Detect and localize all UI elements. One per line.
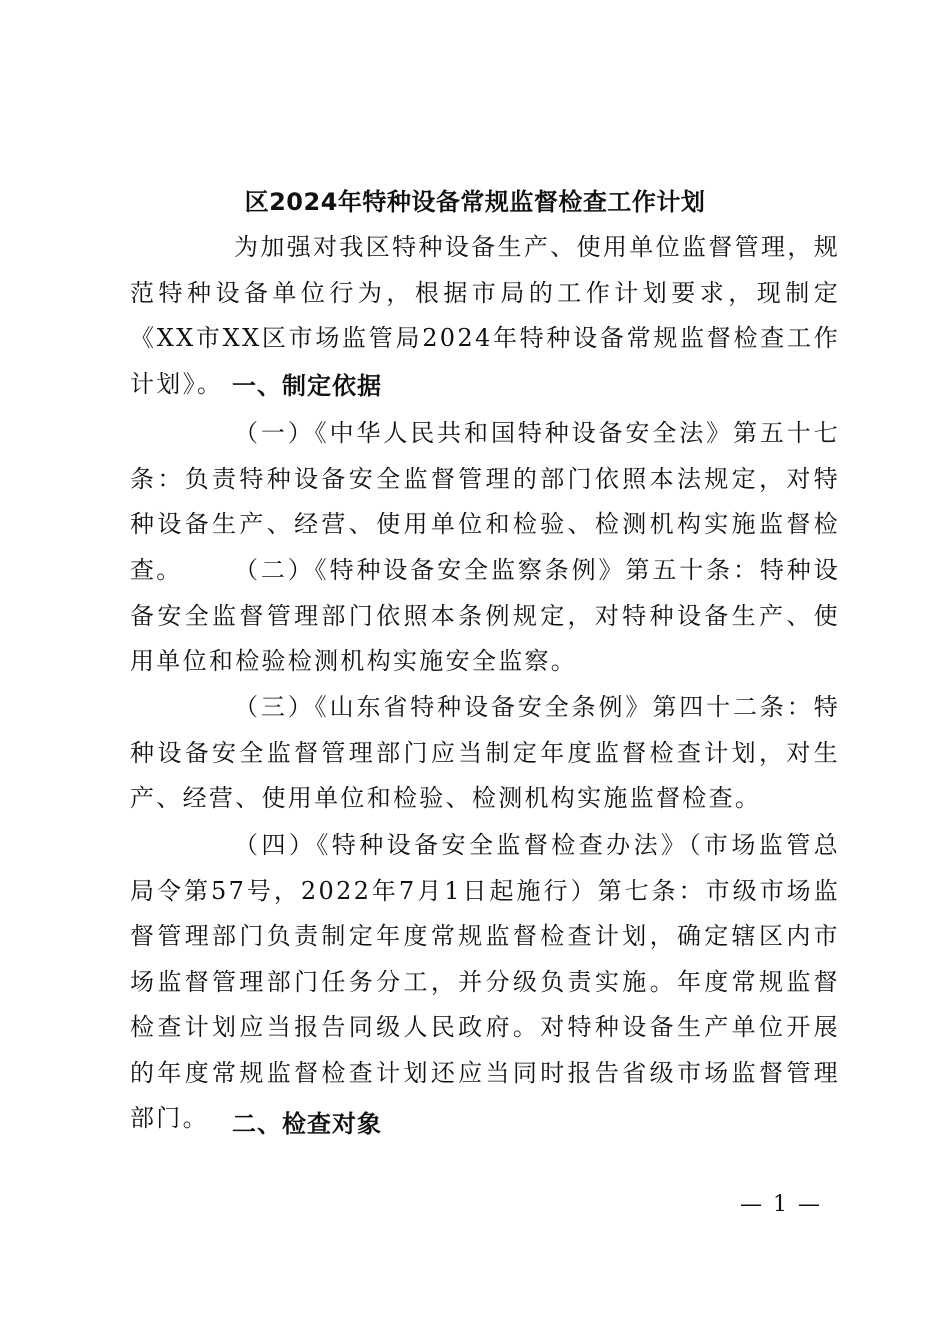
section-heading-basis: 一、制定依据	[232, 372, 382, 400]
intro-paragraph: 为加强对我区特种设备生产、使用单位监督管理，规范特种设备单位行为，根据市局的工作计划要求，现制定《XX市XX区市场监管局2024年特种设备常规监督检查工作计划》。	[130, 233, 840, 398]
basis-item-4: （四）《特种设备安全监督检查办法》（市场监管总局令第57号，2022年7月1日起施行）第七条：市级市场监督管理部门负责制定年度常规监督检查计划，确定辖区内市场监督管理部门任务分工，并分级负责实施。年度常规监督检查计划应当报告同级人民政府。对特种设备生产单位开展的年度常规监督检查计划还应当同时报告省级市场监督管理部门。	[130, 831, 840, 1132]
basis-item-2: （二）《特种设备安全监察条例》第五十条：特种设备安全监督管理部门依照本条例规定，对特种设备生产、使用单位和检验检测机构实施安全监察。	[130, 556, 840, 675]
section-heading-targets: 二、检查对象	[232, 1110, 382, 1138]
document-title: 区2024年特种设备常规监督检查工作计划	[244, 188, 706, 216]
page-number: — 1 —	[740, 1192, 822, 1217]
basis-item-3: （三）《山东省特种设备安全条例》第四十二条：特种设备安全监督管理部门应当制定年度监督检查计划，对生产、经营、使用单位和检验、检测机构实施监督检查。	[130, 693, 840, 812]
basis-item-1: （一）《中华人民共和国特种设备安全法》第五十七条：负责特种设备安全监督管理的部门依照本法规定，对特种设备生产、经营、使用单位和检验、检测机构实施监督检查。	[130, 419, 840, 584]
